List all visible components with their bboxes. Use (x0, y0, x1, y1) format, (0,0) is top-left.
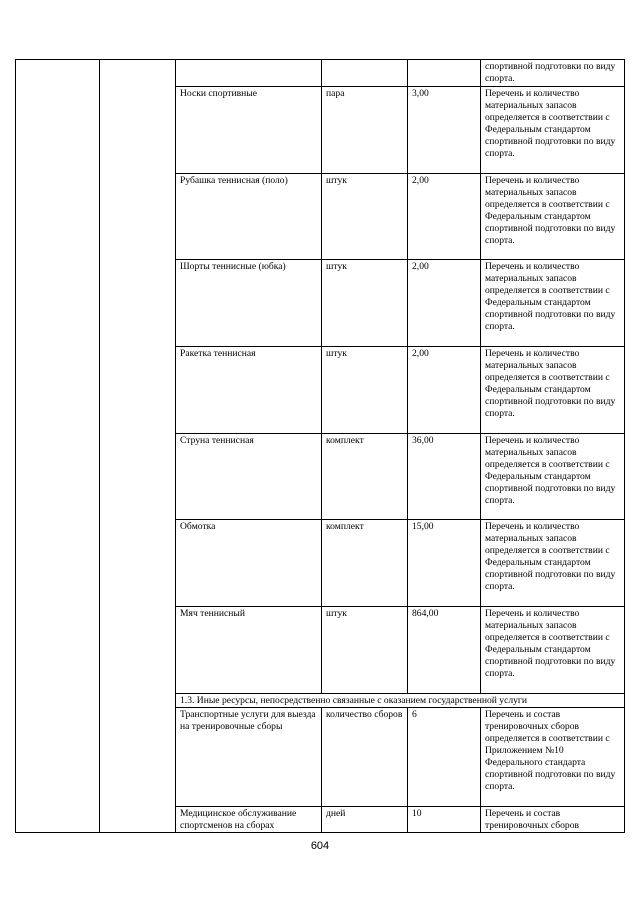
item-unit: пара (322, 87, 408, 174)
item-unit: количество сборов (322, 708, 408, 807)
item-quantity (408, 60, 481, 87)
item-unit: комплект (322, 434, 408, 520)
blank-column-1 (16, 60, 100, 833)
item-unit (322, 60, 408, 87)
item-note: Перечень и состав тренировочных сборов определяется в соответствии с Приложением №10 Федерального стандарта спортивной подготовки по виду спорта. (481, 708, 625, 807)
item-note: Перечень и количество материальных запасов определяется в соответствии с Федеральным стандартом спортивной подготовки по виду спорта. (481, 347, 625, 434)
item-quantity: 864,00 (408, 607, 481, 694)
item-name: Струна теннисная (176, 434, 322, 520)
item-name: Шорты теннисные (юбка) (176, 260, 322, 347)
item-unit: штук (322, 347, 408, 434)
item-quantity: 6 (408, 708, 481, 807)
item-name (176, 60, 322, 87)
item-note: спортивной подготовки по виду спорта. (481, 60, 625, 87)
item-unit: штук (322, 607, 408, 694)
item-quantity: 15,00 (408, 520, 481, 607)
item-quantity: 2,00 (408, 260, 481, 347)
item-name: Транспортные услуги для выезда на тренировочные сборы (176, 708, 322, 807)
resources-table (15, 59, 625, 833)
item-unit: штук (322, 260, 408, 347)
item-quantity: 3,00 (408, 87, 481, 174)
item-quantity: 2,00 (408, 174, 481, 260)
item-quantity: 2,00 (408, 347, 481, 434)
item-quantity: 36,00 (408, 434, 481, 520)
item-name: Мяч теннисный (176, 607, 322, 694)
page-number: 604 (310, 840, 330, 852)
item-note: Перечень и количество материальных запасов определяется в соответствии с Федеральным стандартом спортивной подготовки по виду спорта. (481, 87, 625, 174)
item-name: Ракетка теннисная (176, 347, 322, 434)
item-note: Перечень и количество материальных запасов определяется в соответствии с Федеральным стандартом спортивной подготовки по виду спорта. (481, 260, 625, 347)
item-note: Перечень и количество материальных запасов определяется в соответствии с Федеральным стандартом спортивной подготовки по виду спорта. (481, 607, 625, 694)
document-page (15, 59, 624, 833)
item-name: Медицинское обслуживание спортсменов на сборах (176, 807, 322, 833)
item-unit: штук (322, 174, 408, 260)
item-unit: комплект (322, 520, 408, 607)
section-heading: 1.3. Иные ресурсы, непосредственно связанные с оказанием государственной услуги (176, 694, 625, 708)
item-name: Носки спортивные (176, 87, 322, 174)
blank-column-2 (100, 60, 176, 833)
item-unit: дней (322, 807, 408, 833)
table-row (16, 60, 625, 87)
item-name: Рубашка теннисная (поло) (176, 174, 322, 260)
item-note: Перечень и количество материальных запасов определяется в соответствии с Федеральным стандартом спортивной подготовки по виду спорта. (481, 434, 625, 520)
item-quantity: 10 (408, 807, 481, 833)
item-note: Перечень и состав тренировочных сборов (481, 807, 625, 833)
item-note: Перечень и количество материальных запасов определяется в соответствии с Федеральным стандартом спортивной подготовки по виду спорта. (481, 174, 625, 260)
item-name: Обмотка (176, 520, 322, 607)
item-note: Перечень и количество материальных запасов определяется в соответствии с Федеральным стандартом спортивной подготовки по виду спорта. (481, 520, 625, 607)
